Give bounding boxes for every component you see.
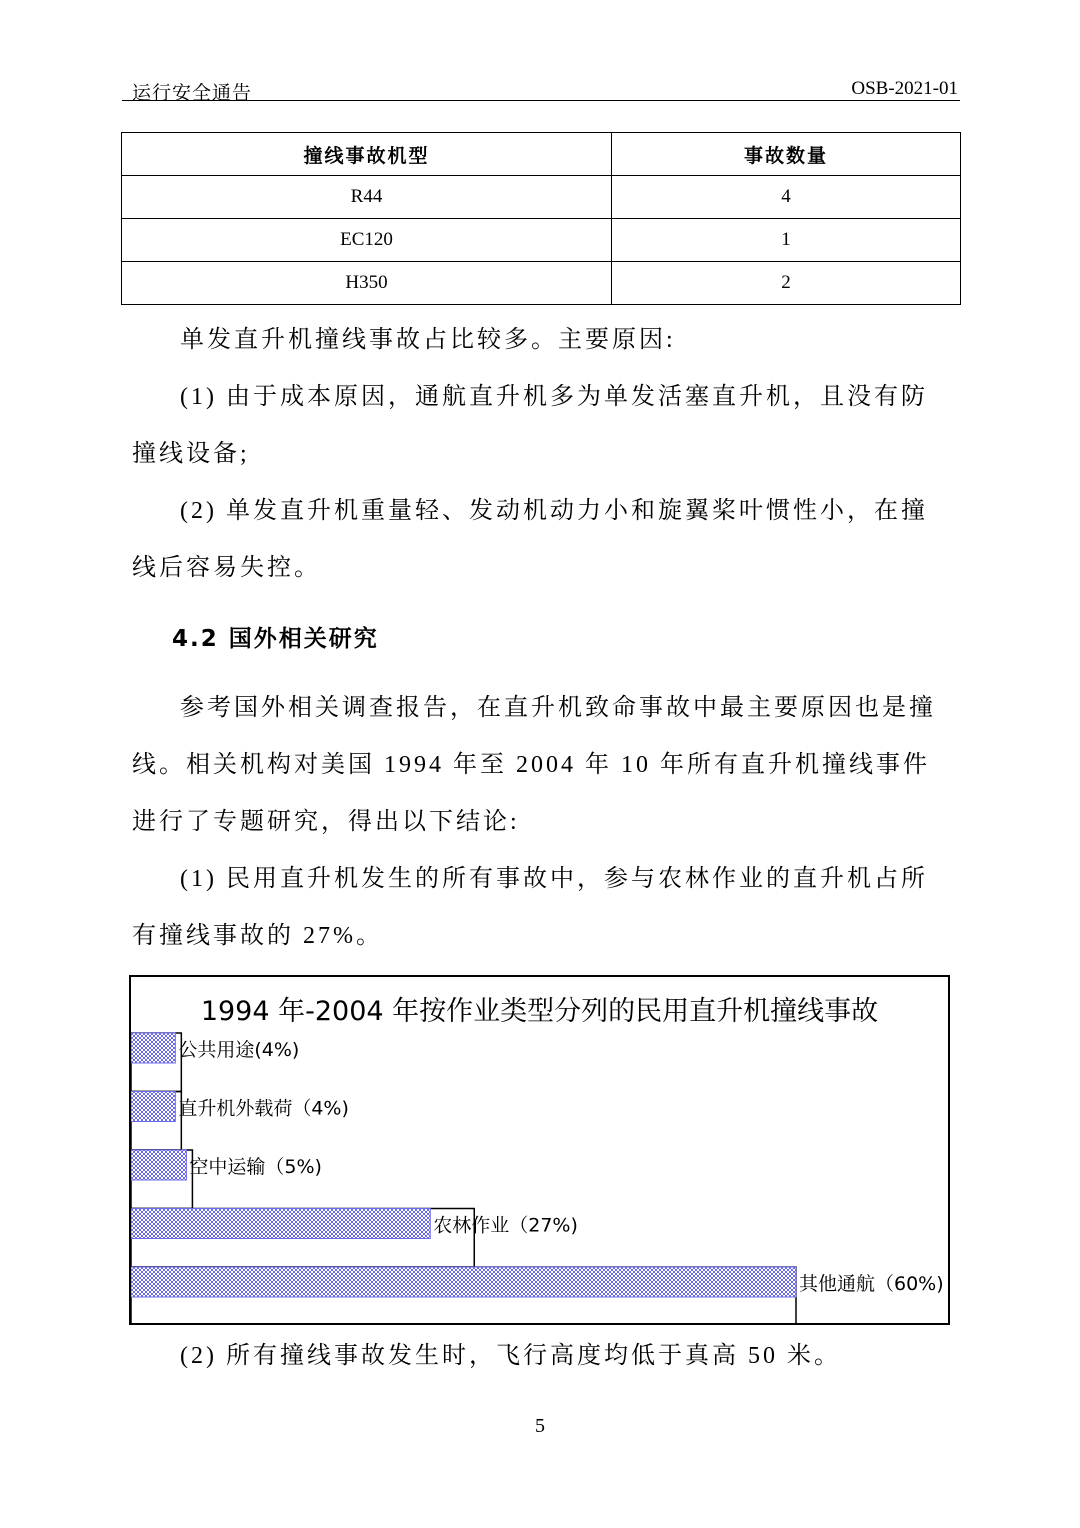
- paragraph-intro: 单发直升机撞线事故占比较多。主要原因:: [180, 327, 676, 353]
- table-row: [122, 219, 961, 262]
- table-cell: 2: [612, 262, 961, 305]
- accident-table: [121, 132, 961, 305]
- bar: [131, 1033, 175, 1063]
- bar: [131, 1092, 175, 1122]
- header-right: OSB-2021-01: [851, 78, 958, 99]
- header-rule: [122, 100, 960, 101]
- paragraph-conclusion-1: (1) 民用直升机发生的所有事故中，参与农林作业的直升机占所有撞线事故的 27%。: [132, 866, 928, 949]
- table-cell: 1: [612, 219, 961, 262]
- chart-canvas: [131, 977, 948, 1323]
- paragraph-research: 参考国外相关调查报告，在直升机致命事故中最主要原因也是撞线。相关机构对美国 1994 年至 2004 年 10 年所有直升机撞线事件进行了专题研究，得出以下结论:: [132, 695, 936, 835]
- bar-chart: [129, 975, 950, 1325]
- paragraph-reason-2: (2) 单发直升机重量轻、发动机动力小和旋翼桨叶惯性小，在撞线后容易失控。: [132, 498, 928, 581]
- bar-label: 其他通航（60%): [799, 1273, 944, 1295]
- table-cell: H350: [122, 262, 612, 305]
- paragraph-conclusion-2: (2) 所有撞线事故发生时，飞行高度均低于真高 50 米。: [180, 1343, 841, 1369]
- table-row: [122, 176, 961, 219]
- bar-label: 农林作业（27%): [433, 1214, 578, 1237]
- bar-label: 空中运输（5%): [189, 1156, 322, 1178]
- bar: [131, 1150, 186, 1180]
- table-row: [122, 262, 961, 305]
- bar-label: 公共用途(4%): [178, 1039, 300, 1061]
- header-left: 运行安全通告: [132, 83, 253, 104]
- table-cell: R44: [122, 176, 612, 219]
- page-number: 5: [535, 1415, 545, 1437]
- table-header: 事故数量: [612, 133, 961, 176]
- bar-label: 直升机外载荷（4%): [178, 1097, 349, 1120]
- chart-title: 1994 年-2004 年按作业类型分列的民用直升机撞线事故: [200, 996, 879, 1027]
- table-header: 撞线事故机型: [122, 133, 612, 176]
- bar: [131, 1267, 796, 1297]
- table-cell: 4: [612, 176, 961, 219]
- paragraph-reason-1: (1) 由于成本原因，通航直升机多为单发活塞直升机，且没有防撞线设备;: [132, 384, 928, 467]
- table-header-row: [122, 133, 961, 176]
- section-heading: 4.2 国外相关研究: [172, 626, 379, 652]
- table-cell: EC120: [122, 219, 612, 262]
- bar: [131, 1209, 430, 1239]
